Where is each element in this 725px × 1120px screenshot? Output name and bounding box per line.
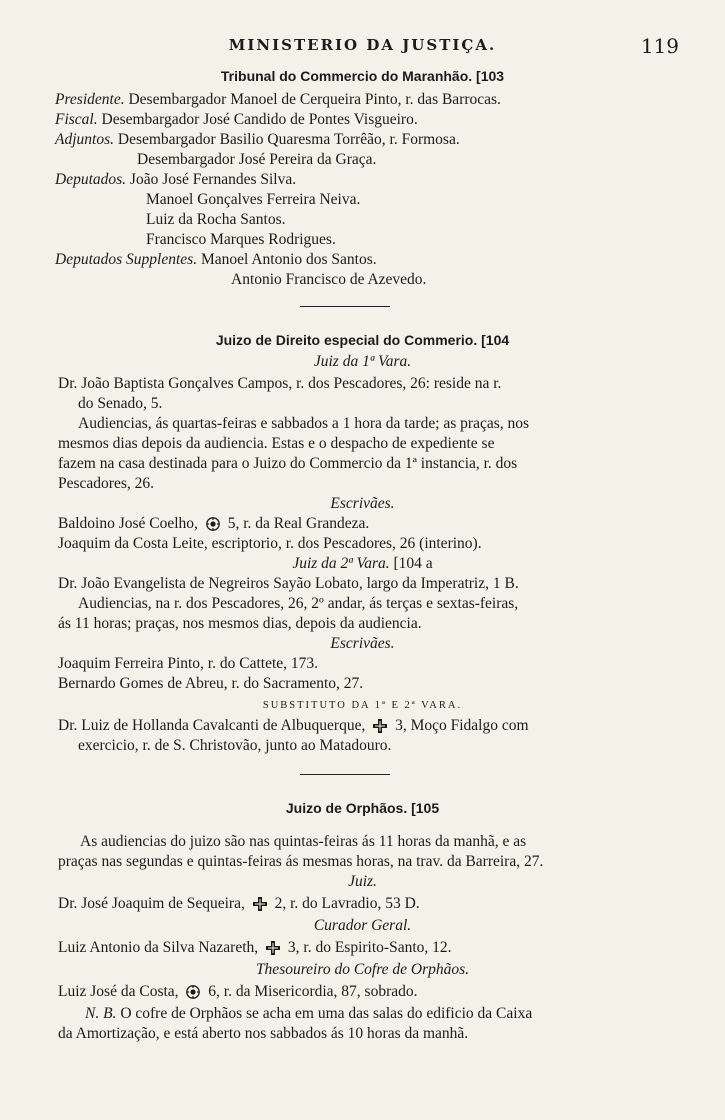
supplentes-entry	[55, 250, 377, 270]
juiz-title: Juiz.	[348, 873, 377, 890]
deputados-entry	[55, 170, 296, 190]
substituto-entry	[58, 716, 529, 736]
section-divider	[300, 774, 390, 775]
escrivaes2-title: Escrivães.	[330, 635, 395, 652]
tribunal-title: Tribunal do Commercio do Maranhão.	[220, 68, 473, 84]
nb-line: da Amortização, e está aberto nos sabbados ás 10 horas da manhã.	[58, 1025, 469, 1042]
vara2-ref: [104 a	[393, 555, 433, 572]
deputado-item: Francisco Marques Rodrigues.	[146, 231, 336, 248]
running-head: MINISTERIO DA JUSTIÇA.	[228, 36, 497, 54]
adjuntos-label: Adjuntos.	[55, 131, 114, 148]
order-of-christ-icon	[265, 940, 281, 956]
escrivao-entry: Joaquim da Costa Leite, escriptorio, r. dos Pescadores, 26 (interino).	[58, 535, 482, 552]
section-divider	[300, 306, 390, 307]
vara1-line: mesmos dias depois da audiencia. Estas e o despacho de expediente se	[58, 435, 495, 452]
page-header	[0, 36, 725, 60]
fiscal-text: Desembargador José Candido de Pontes Visgueiro.	[101, 111, 418, 128]
order-of-christ-icon	[252, 896, 268, 912]
thesoureiro-name: Luiz José da Costa,	[58, 983, 179, 1000]
order-of-the-rose-icon	[185, 984, 201, 1000]
deputados-label: Deputados.	[55, 171, 127, 188]
vara2-heading	[0, 554, 725, 574]
nota-bene	[85, 1004, 532, 1024]
supplente-item: Antonio Francisco de Azevedo.	[231, 271, 427, 288]
vara1-line: fazem na casa destinada para o Juizo do Commercio da 1ª instancia, r. dos	[58, 455, 518, 472]
adjunto-item: Desembargador José Pereira da Graça.	[137, 151, 377, 168]
thesoureiro-entry	[58, 982, 418, 1002]
escrivaes1-title: Escrivães.	[330, 495, 395, 512]
supplente-item: Manoel Antonio dos Santos.	[200, 251, 377, 268]
thesoureiro-address: 6, r. da Misericordia, 87, sobrado.	[208, 983, 418, 1000]
substituto-name: Dr. Luiz de Hollanda Cavalcanti de Albuquerque,	[58, 717, 366, 734]
juiz-name: Dr. José Joaquim de Sequeira,	[58, 895, 245, 912]
tribunal-heading	[0, 66, 725, 86]
deputado-item: Manoel Gonçalves Ferreira Neiva.	[146, 191, 361, 208]
escrivao-entry: Joaquim Ferreira Pinto, r. do Cattete, 173.	[58, 655, 319, 672]
vara2-line: ás 11 horas; praças, nos mesmos dias, depois da audiencia.	[58, 615, 422, 632]
curador-address: 3, r. do Espirito-Santo, 12.	[287, 939, 452, 956]
vara1-line: Audiencias, ás quartas-feiras e sabbados a 1 hora da tarde; as praças, nos	[78, 415, 530, 432]
substituto-detail: 3, Moço Fidalgo com	[395, 717, 529, 734]
orphaos-title: Juizo de Orphãos.	[285, 800, 408, 816]
supplentes-label: Deputados Supplentes.	[55, 251, 198, 268]
orphaos-heading	[0, 798, 725, 818]
adjuntos-entry	[55, 130, 460, 150]
nb-text: O cofre de Orphãos se acha em uma das salas do edificio da Caixa	[120, 1005, 533, 1022]
vara1-line: Pescadores, 26.	[58, 475, 154, 492]
commercio-heading	[0, 330, 725, 350]
vara2-line: Dr. João Evangelista de Negreiros Sayão Lobato, largo da Imperatriz, 1 B.	[58, 575, 519, 592]
substituto-title: SUBSTITUTO DA 1ª E 2ª VARA.	[262, 700, 463, 711]
presidente-entry	[55, 90, 501, 110]
curador-title: Curador Geral.	[313, 917, 412, 934]
orphaos-intro: praças nas segundas e quintas-feiras ás mesmas horas, na trav. da Barreira, 27.	[58, 853, 544, 870]
escrivao-entry: Bernardo Gomes de Abreu, r. do Sacramento, 27.	[58, 675, 364, 692]
vara1-title: Juiz da 1ª Vara.	[313, 353, 412, 370]
commercio-title: Juizo de Direito especial do Commerio.	[215, 332, 478, 348]
curador-name: Luiz Antonio da Silva Nazareth,	[58, 939, 259, 956]
order-of-the-rose-icon	[205, 516, 221, 532]
page-number: 119	[640, 34, 679, 58]
tribunal-ref: [103	[476, 68, 505, 84]
orphaos-ref: [105	[411, 800, 440, 816]
fiscal-label: Fiscal.	[55, 111, 98, 128]
adjunto-item: Desembargador Basilio Quaresma Torrêão, r. Formosa.	[117, 131, 460, 148]
escrivao-name: Baldoino José Coelho,	[58, 515, 198, 532]
vara2-title: Juiz da 2ª Vara.	[292, 555, 390, 572]
juiz-address: 2, r. do Lavradio, 53 D.	[274, 895, 420, 912]
nb-label: N. B.	[85, 1005, 117, 1022]
vara2-line: Audiencias, na r. dos Pescadores, 26, 2º andar, ás terças e sextas-feiras,	[78, 595, 519, 612]
presidente-label: Presidente.	[55, 91, 125, 108]
thesoureiro-title: Thesoureiro do Cofre de Orphãos.	[255, 961, 470, 978]
orphaos-intro: As audiencias do juizo são nas quintas-feiras ás 11 horas da manhã, e as	[80, 833, 527, 850]
escrivao-address: 5, r. da Real Grandeza.	[227, 515, 370, 532]
escrivao-entry	[58, 514, 369, 534]
vara1-line: do Senado, 5.	[78, 395, 163, 412]
commercio-ref: [104	[481, 332, 510, 348]
vara1-line: Dr. João Baptista Gonçalves Campos, r. dos Pescadores, 26: reside na r.	[58, 375, 502, 392]
deputado-item: Luiz da Rocha Santos.	[146, 211, 286, 228]
deputado-item: João José Fernandes Silva.	[129, 171, 297, 188]
curador-entry	[58, 938, 452, 958]
presidente-text: Desembargador Manoel de Cerqueira Pinto, r. das Barrocas.	[128, 91, 501, 108]
fiscal-entry	[55, 110, 418, 130]
juiz-entry	[58, 894, 420, 914]
substituto-line: exercicio, r. de S. Christovão, junto ao Matadouro.	[78, 737, 392, 754]
order-of-christ-icon	[372, 718, 388, 734]
